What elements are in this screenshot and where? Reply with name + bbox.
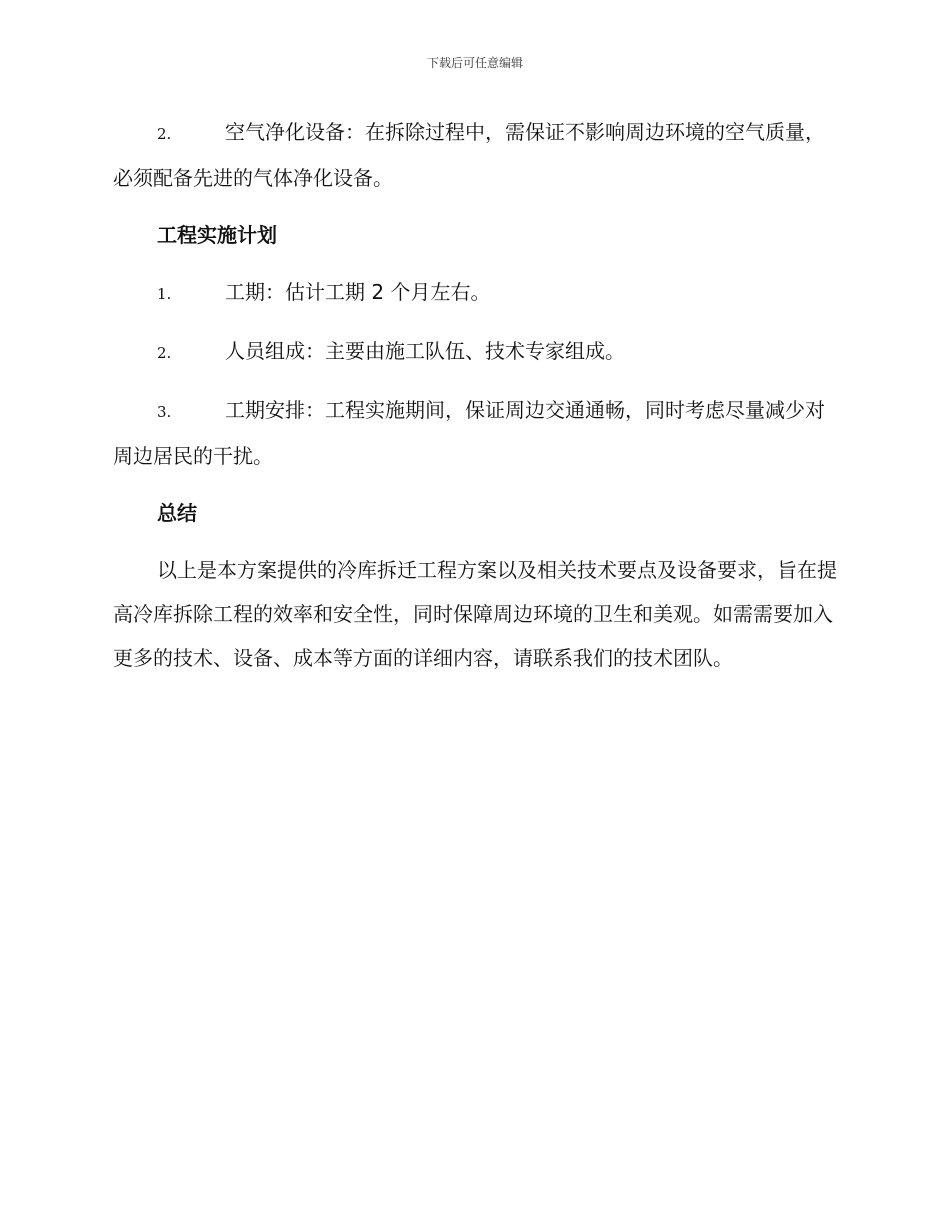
list-number: 2. [157,125,172,143]
list-item [113,329,838,375]
section-heading-plan: 工程实施计划 [157,223,277,247]
list-number: 3. [157,403,172,421]
list-item [113,270,838,316]
list-text: 空气净化设备：在拆除过程中，需保证不影响周边环境的空气质量，必须配备先进的气体净化设备。 [113,120,825,190]
page-header: 下载后可任意编辑 [426,56,523,70]
list-number: 2. [157,344,172,362]
list-item [113,388,838,478]
list-text: 工期安排：工程实施期间，保证周边交通通畅，同时考虑尽量减少对周边居民的干扰。 [113,398,825,468]
summary-paragraph: 以上是本方案提供的冷库拆迁工程方案以及相关技术要点及设备要求，旨在提高冷库拆除工程的效率和安全性，同时保障周边环境的卫生和美观。如需需要加入更多的技术、设备、成本等方面的详细内容，请联系我们的技术团队。 [113,558,837,670]
list-item-air-purification [113,110,838,200]
section-heading-summary: 总结 [157,501,197,525]
list-text: 人员组成：主要由施工队伍、技术专家组成。 [225,339,625,363]
list-text: 工期：估计工期 2 个月左右。 [225,280,491,304]
list-number: 1. [157,285,172,303]
document-body [113,110,838,693]
